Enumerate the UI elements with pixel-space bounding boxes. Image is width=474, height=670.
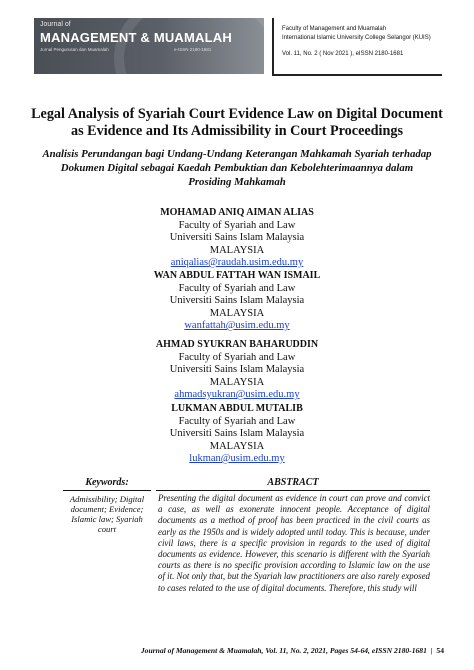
page-number: 54 [436, 646, 444, 655]
author-country: MALAYSIA [209, 376, 265, 388]
author-country: MALAYSIA [209, 440, 265, 452]
journal-header [34, 18, 442, 78]
author-faculty: Faculty of Syariah and Law [178, 282, 296, 294]
abstract-section [156, 477, 430, 641]
author-block [100, 339, 374, 402]
author-block [100, 207, 374, 270]
author-name: WAN ABDUL FATTAH WAN ISMAIL [153, 270, 321, 281]
author-name: MOHAMAD ANIQ AIMAN ALIAS [160, 207, 314, 218]
author-name: AHMAD SYUKRAN BAHARUDDIN [155, 339, 319, 350]
header-rule [272, 74, 442, 76]
logo-swoosh [114, 18, 264, 74]
logo-sub-text: Jurnal Pengurusan dan Muamalah [40, 47, 109, 52]
abstract-text: Presenting the digital document as evidence in court can prove and convict a case, as well as exonerate innocent people. Acceptance of digital documents as a method of proof has been practiced in the civil courts as early as the 1950s and is widely adopted until today. This is because, under civil laws, there is a specific provision in regards to the used of digital documents as evidence. However, this scenario is different with the Syariah courts as there is no specific provision according to Islamic law on the use of it. Not only that, but the Syariah law practitioners are also rarely exposed to cases related to the use of digital documents. Therefore, this study will [158, 493, 430, 593]
footer-citation: Journal of Management & Muamalah, Vol. 11, No. 2, 2021, Pages 54-64, eISSN 2180-1681 [140, 646, 427, 655]
header-institution: International Islamic University College Selangor (KUIS) [282, 35, 431, 41]
author-university: Universiti Sains Islam Malaysia [169, 295, 305, 306]
page-footer [40, 646, 444, 655]
journal-logo [34, 18, 264, 74]
paper-title: Legal Analysis of Syariah Court Evidence Law on Digital Document as Evidence and Its Admissibility in Court Proceedings [31, 106, 443, 139]
author-name: LUKMAN ABDUL MUTALIB [171, 403, 303, 414]
header-faculty: Faculty of Management and Muamalah [282, 26, 387, 32]
author-faculty: Faculty of Syariah and Law [178, 415, 296, 427]
abstract-heading: ABSTRACT [156, 477, 430, 491]
keywords-section [63, 477, 151, 534]
author-email-link[interactable]: aniqalias@raudah.usim.edu.my [170, 257, 304, 268]
keywords-text: Admissibility; Digital document; Evidence; Islamic law; Syariah court [69, 494, 145, 534]
author-country: MALAYSIA [209, 244, 265, 256]
author-email-link[interactable]: wanfattah@usim.edu.my [184, 320, 290, 331]
footer-separator: | [430, 646, 433, 655]
author-email-link[interactable]: ahmadsyukran@usim.edu.my [174, 389, 300, 400]
header-volume: Vol. 11, No. 2 ( Nov 2021 ), eISSN 2180-1681 [282, 51, 404, 57]
author-university: Universiti Sains Islam Malaysia [169, 364, 305, 375]
author-faculty: Faculty of Syariah and Law [178, 219, 296, 231]
author-block [100, 270, 374, 333]
logo-of-text: Journal of [40, 21, 71, 28]
author-university: Universiti Sains Islam Malaysia [169, 428, 305, 439]
paper-subtitle: Analisis Perundangan bagi Undang-Undang Keterangan Mahkamah Syariah terhadap Dokumen Digital sebagai Kaedah Pembuktian dan Kebolehterimaannya dalam Prosiding Mahkamah [42, 148, 432, 188]
author-block [100, 403, 374, 466]
author-faculty: Faculty of Syariah and Law [178, 351, 296, 363]
keywords-heading: Keywords: [63, 477, 151, 491]
header-info [272, 18, 442, 74]
author-email-link[interactable]: lukman@usim.edu.my [189, 453, 285, 464]
logo-issn-text: e-ISSN 2180-1681 [174, 47, 212, 52]
author-country: MALAYSIA [209, 307, 265, 319]
logo-main-text: MANAGEMENT & MUAMALAH [40, 30, 232, 45]
author-university: Universiti Sains Islam Malaysia [169, 232, 305, 243]
